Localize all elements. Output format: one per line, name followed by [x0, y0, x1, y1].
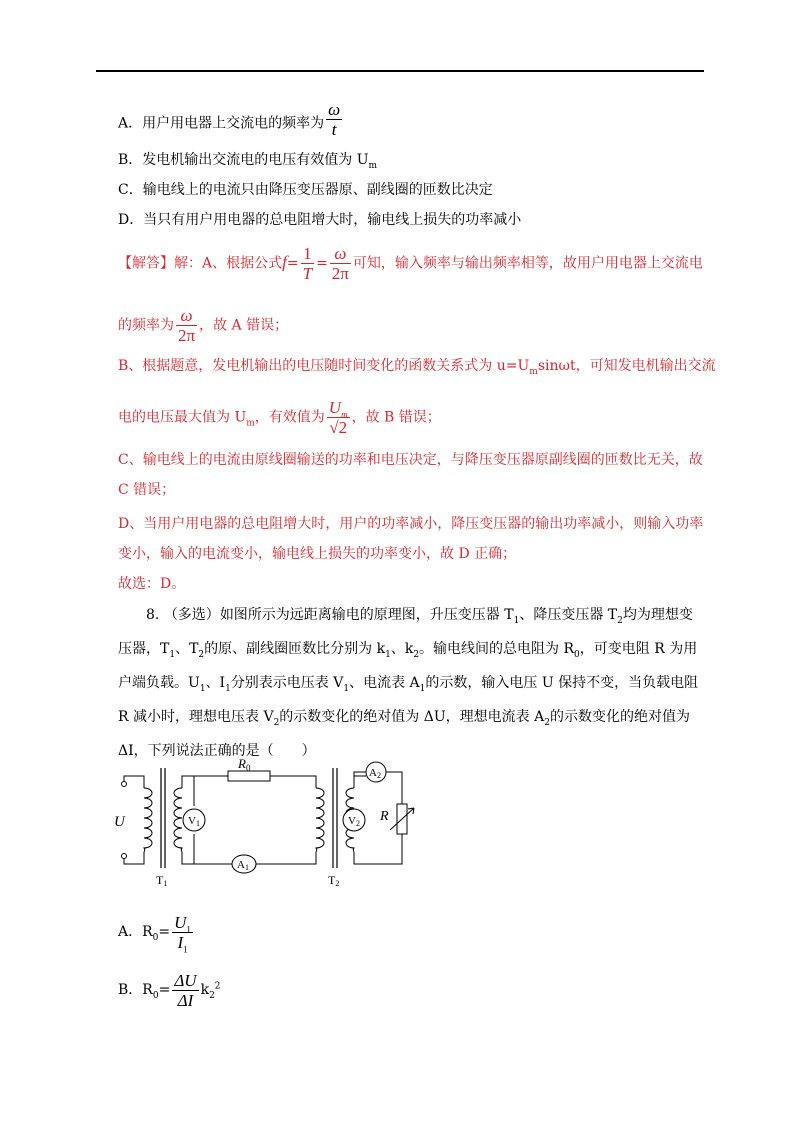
label-r: R [380, 809, 389, 824]
solution-line-3: B、根据题意，发电机输出的电压随时间变化的函数关系式为 $u=U_m\sin\omega t$，可知发电机输出交流 [118, 358, 716, 377]
solution-line-2: 的频率为 $\frac{\omega}{2\pi}$ ，故 A 错误； [118, 306, 289, 345]
option-b: B．发电机输出交流电的电压有效值为 $U_m$ [118, 152, 378, 171]
input-terminal-bottom [122, 854, 127, 859]
fraction-u1-over-i1: $\frac{U_1}{I_1}$ [174, 912, 191, 954]
option-c: C．输电线上的电流只由降压变压器原、副线圈的匝数比决定 [118, 182, 493, 198]
solution-line-8: 变小，输入的电流变小，输电线上损失的功率变小，故 D 正确； [118, 546, 517, 562]
fraction-du-over-di: $\frac{\Delta U}{\Delta I}$ [174, 970, 197, 1010]
input-terminal-top [122, 782, 127, 787]
circuit-diagram [110, 758, 420, 888]
solution-line-7: D、当用户用电器的总电阻增大时，用户的功率减小，降压变压器的输出功率减小，则输入功率 [118, 516, 704, 532]
header-rule [96, 70, 704, 72]
solution-line-6: C 错误； [118, 482, 176, 498]
option-d: D．当只有用户用电器的总电阻增大时，输电线上损失的功率减小 [118, 212, 522, 228]
fraction-omega-over-t: $\frac{\omega}{t}$ [328, 100, 341, 139]
solution-line-5: C、输电线上的电流由原线圈输送的功率和电压决定，与降压变压器原副线圈的匝数比无关，故 [118, 452, 703, 468]
label-v2: V2 [348, 815, 360, 828]
q8-option-b: B．$R_0=$ $\frac{\Delta U}{\Delta I}$ $k_2^2$ [118, 970, 221, 1010]
t1-secondary-coil [174, 788, 182, 852]
label-t1: T1 [156, 873, 168, 888]
label-t2: T2 [328, 873, 340, 888]
t2-primary-coil [316, 788, 324, 852]
t1-primary-coil [144, 788, 152, 852]
label-v1: V1 [188, 815, 200, 828]
option-a: A．用户用电器上交流电的频率为 $\frac{\omega}{t}$ [118, 100, 341, 139]
q8-option-a: A．$R_0=$ $\frac{U_1}{I_1}$ [118, 912, 191, 954]
solution-line-4: 电的电压最大值为 $U_m$，有效值为 $\frac{U_m}{√2}$ ，故 B 错误； [118, 398, 441, 437]
solution-line-1: 【解答】解：A、根据公式f= $\frac{1}{T}$ = $\frac{\omega}{2\pi}$ 可知，输入频率与输出频率相等，故用户用电器上交流电 [118, 244, 703, 283]
fraction-1-over-T: $\frac{1}{T}$ [302, 244, 313, 283]
solution-line-9: 故选：D。 [118, 576, 186, 592]
label-u: U [114, 814, 125, 830]
label-r0: $R_0$ [238, 758, 251, 773]
fraction-omega-over-2pi: $\frac{\omega}{2\pi}$ [331, 244, 349, 283]
label-a1: A1 [237, 859, 249, 872]
fraction-um-over-sqrt2: $\frac{U_m}{√2}$ [328, 398, 348, 437]
fraction-omega-over-2pi-2: $\frac{\omega}{2\pi}$ [178, 306, 196, 345]
question-8-text: 8. （多选）如图所示为远距离输电的原理图，升压变压器 $T_1$、降压变压器 $T_2$均为理想变压器，$T_1$、$T_2$的原、副线圈匝数比分别为 $k_1$、$k_2$。输电线间的总电阻为 $R_0$，可变电阻 R 为用户端负载。$U_1$、$I_1$分别表示电压表 $V_1$、电流表 $A_1$的示数，输入电压 U 保持不变，当负载电阻 R 减小时，理想电压表 $V_2$的示数变化的绝对值为 ΔU，理想电流表 $A_2$的示数变化的绝对值为 ΔI，下列说法正确的是（ ） [118, 607, 699, 759]
label-a2: A2 [369, 767, 381, 780]
